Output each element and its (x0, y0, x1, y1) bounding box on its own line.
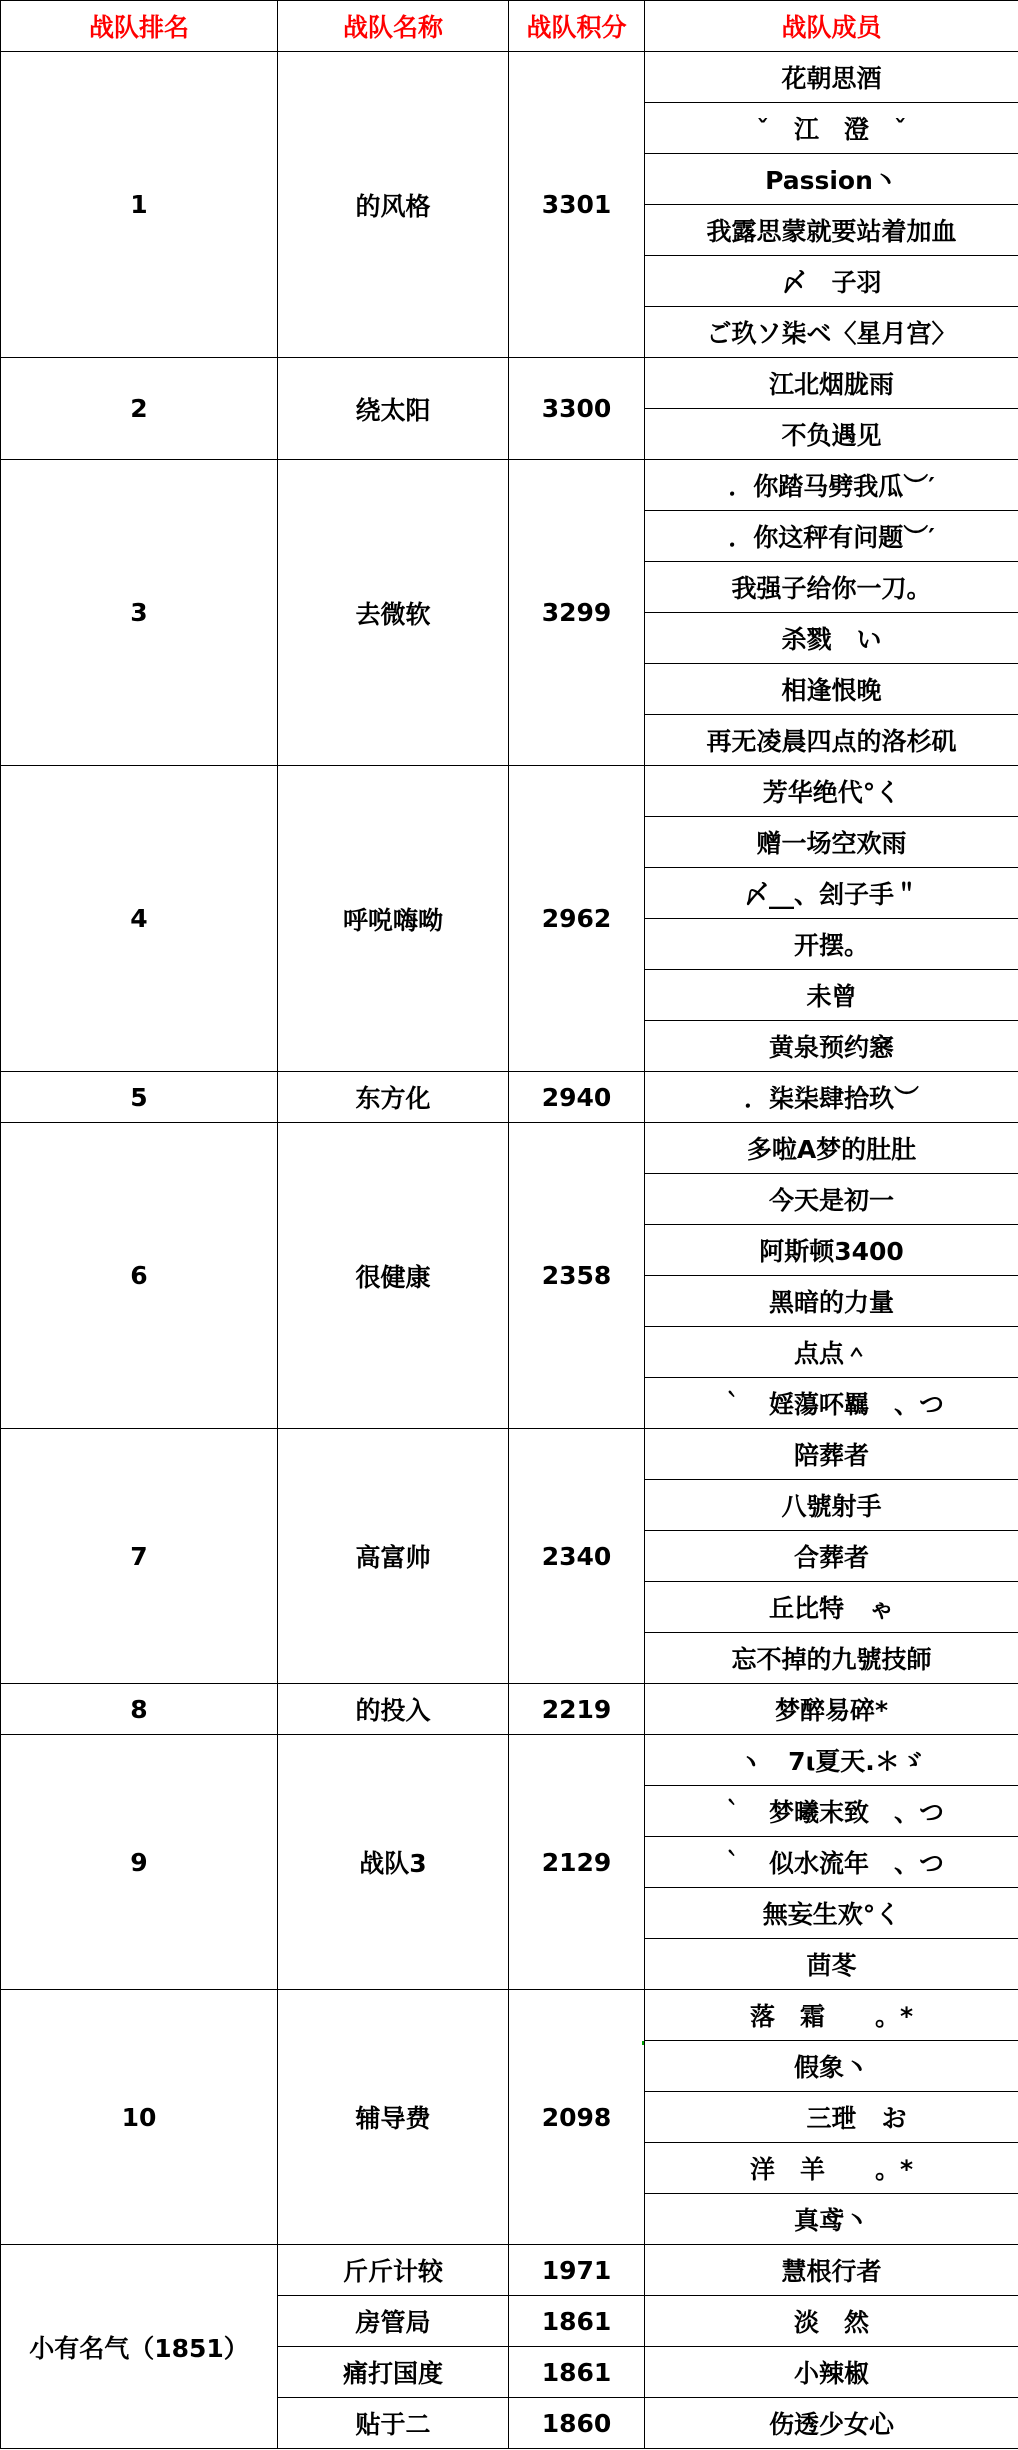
team-name: 痛打国度 (278, 2347, 509, 2398)
team-member: 八號射手 (645, 1480, 1018, 1531)
header-row (1, 1, 1018, 52)
team-member: 我露思蒙就要站着加血 (645, 205, 1018, 256)
team-name: 绕太阳 (278, 358, 509, 460)
team-rank: 1 (1, 52, 278, 358)
team-member: Passion丶 (645, 154, 1018, 205)
team-name: 去微软 (278, 460, 509, 766)
table-row (1, 2245, 1018, 2296)
team-member: 花朝思酒 (645, 52, 1018, 103)
team-member: 丘比特 ゃ (645, 1582, 1018, 1633)
team-score: 1860 (509, 2398, 645, 2449)
team-member: 相逢恨晚 (645, 664, 1018, 715)
team-member: 开摆。 (645, 919, 1018, 970)
team-member: 〆 子羽 (645, 256, 1018, 307)
team-member: 假象丶 (645, 2041, 1018, 2092)
team-member: 赠一场空欢雨 (645, 817, 1018, 868)
team-rank: 7 (1, 1429, 278, 1684)
team-score: 2962 (509, 766, 645, 1072)
header-rank: 战队排名 (1, 1, 278, 52)
team-rank: 10 (1, 1990, 278, 2245)
notable-group-label: 小有名气（1851） (1, 2245, 278, 2449)
team-rank: 2 (1, 358, 278, 460)
team-score: 2129 (509, 1735, 645, 1990)
team-rank: 4 (1, 766, 278, 1072)
team-rank: 8 (1, 1684, 278, 1735)
cell-selection-mark (642, 2041, 644, 2045)
table-row (1, 460, 1018, 511)
team-member: 梦醉易碎* (645, 1684, 1018, 1735)
team-member: 茴苳 (645, 1939, 1018, 1990)
team-score: 2219 (509, 1684, 645, 1735)
team-name: 东方化 (278, 1072, 509, 1123)
table-row (1, 766, 1018, 817)
team-score: 2940 (509, 1072, 645, 1123)
team-member: ．你踏马劈我瓜︶′ (645, 460, 1018, 511)
table-row (1, 1072, 1018, 1123)
header-team-score: 战队积分 (509, 1, 645, 52)
team-member: ｀ 梦曦末致 、つ (645, 1786, 1018, 1837)
team-score: 2098 (509, 1990, 645, 2245)
team-member: 陪葬者 (645, 1429, 1018, 1480)
team-name: 呼哾嗨呦 (278, 766, 509, 1072)
table-row (1, 1123, 1018, 1174)
table-row (1, 1429, 1018, 1480)
team-member: 芳华绝代°く (645, 766, 1018, 817)
team-name: 的风格 (278, 52, 509, 358)
table-row (1, 52, 1018, 103)
team-member: 阿斯顿3400 (645, 1225, 1018, 1276)
team-member: 忘不掉的九號技師 (645, 1633, 1018, 1684)
team-name: 战队3 (278, 1735, 509, 1990)
team-name: 斤斤计较 (278, 2245, 509, 2296)
team-member: 合葬者 (645, 1531, 1018, 1582)
team-member: 落 霜 。* (645, 1990, 1018, 2041)
team-rank: 9 (1, 1735, 278, 1990)
team-member: 黑暗的力量 (645, 1276, 1018, 1327)
team-name: 高富帅 (278, 1429, 509, 1684)
team-member: 〆__、刽子手＂ (645, 868, 1018, 919)
team-member: 伤透少女心 (645, 2398, 1018, 2449)
team-score: 1971 (509, 2245, 645, 2296)
team-member: ｀ 婬蕩吥羈 、つ (645, 1378, 1018, 1429)
team-score: 1861 (509, 2347, 645, 2398)
table-row (1, 1990, 1018, 2041)
team-member: ．你这秤有问题︶′ (645, 511, 1018, 562)
team-member: 淡 然 (645, 2296, 1018, 2347)
team-score: 3300 (509, 358, 645, 460)
team-score: 2358 (509, 1123, 645, 1429)
team-name: 贴于二 (278, 2398, 509, 2449)
team-score: 1861 (509, 2296, 645, 2347)
team-member: 無妄生欢°く (645, 1888, 1018, 1939)
team-member: 洋 羊 。* (645, 2143, 1018, 2194)
team-member: 多啦A梦的肚肚 (645, 1123, 1018, 1174)
team-member: ．柒柒肆拾玖︶ (645, 1072, 1018, 1123)
team-rank: 5 (1, 1072, 278, 1123)
team-member: 不负遇见 (645, 409, 1018, 460)
team-score: 3301 (509, 52, 645, 358)
team-member: 三玴 お (645, 2092, 1018, 2143)
team-name: 很健康 (278, 1123, 509, 1429)
team-rank: 6 (1, 1123, 278, 1429)
team-member: 再无凌晨四点的洛杉矶 (645, 715, 1018, 766)
table-row (1, 358, 1018, 409)
team-name: 房管局 (278, 2296, 509, 2347)
team-score: 2340 (509, 1429, 645, 1684)
table-row (1, 1735, 1018, 1786)
team-member: 今天是初一 (645, 1174, 1018, 1225)
team-name: 的投入 (278, 1684, 509, 1735)
team-member: ｀ 似水流年 、つ (645, 1837, 1018, 1888)
team-member: 杀戮 い (645, 613, 1018, 664)
team-rank: 3 (1, 460, 278, 766)
table-row (1, 1684, 1018, 1735)
team-member: 未曾 (645, 970, 1018, 1021)
team-member: 黄泉预约窸 (645, 1021, 1018, 1072)
team-member: ヽ 7ι夏天.＊ゞ (645, 1735, 1018, 1786)
team-member: 真鸢丶 (645, 2194, 1018, 2245)
team-member: 点点＾ (645, 1327, 1018, 1378)
table-body (1, 52, 1018, 2449)
header-team-name: 战队名称 (278, 1, 509, 52)
team-member: 小辣椒 (645, 2347, 1018, 2398)
header-team-members: 战队成员 (645, 1, 1018, 52)
team-member: ご玖ソ柒ベ〈星月宫〉 (645, 307, 1018, 358)
team-member: 慧根行者 (645, 2245, 1018, 2296)
team-member: ˇ 江 澄 ˇ (645, 103, 1018, 154)
team-score: 3299 (509, 460, 645, 766)
team-member: 江北烟胧雨 (645, 358, 1018, 409)
team-member: 我强子给你一刀。 (645, 562, 1018, 613)
team-name: 辅导费 (278, 1990, 509, 2245)
